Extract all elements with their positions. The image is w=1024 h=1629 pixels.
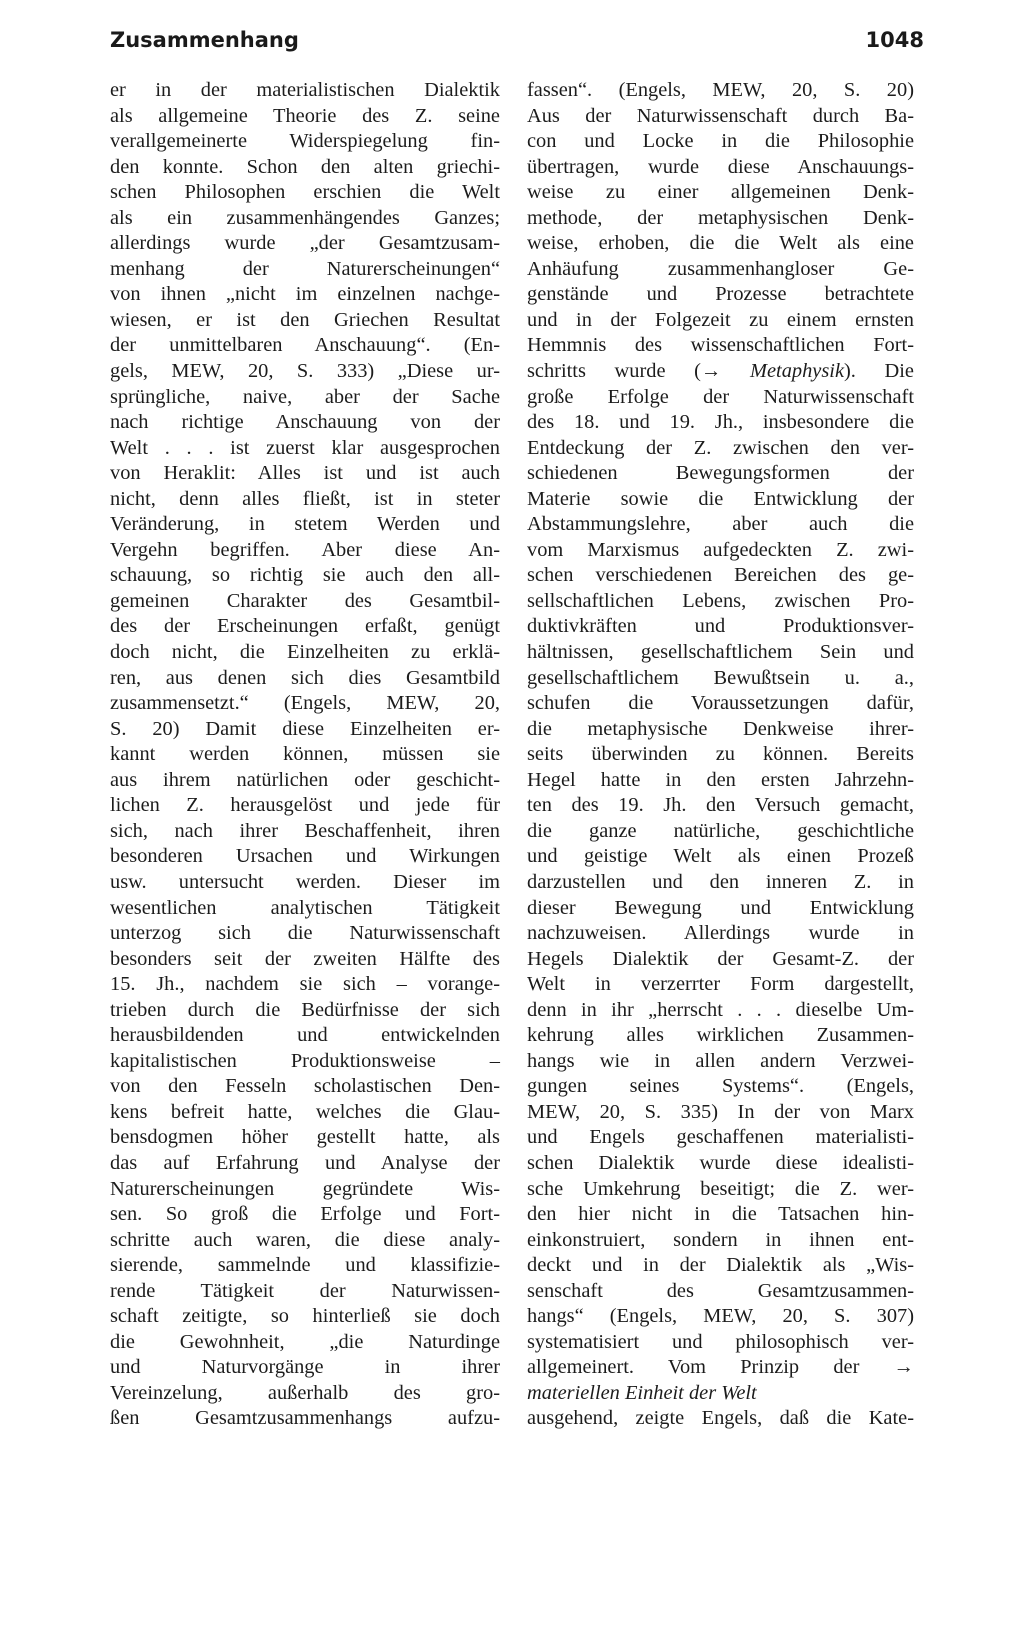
text-line: ausgehend, zeigte Engels, daß die Kate- — [527, 1407, 914, 1430]
text-line: lichen Z. herausgelöst und jede für — [110, 794, 500, 817]
text-line: und geistige Welt als einen Prozeß — [527, 845, 914, 868]
text-column-right — [527, 78, 914, 1432]
text-line: gels, MEW, 20, S. 333) „Diese ur- — [110, 360, 500, 383]
text-line: Hemmnis des wissenschaftlichen Fort- — [527, 334, 914, 357]
text-line: nach richtige Anschauung von der — [110, 411, 500, 434]
text-line: große Erfolge der Naturwissenschaft — [527, 385, 914, 408]
text-line: systematisiert und philosophisch ver- — [527, 1330, 914, 1353]
text-column-left — [110, 78, 500, 1432]
cross-reference-materielle-einheit[interactable]: materiellen Einheit der Welt — [527, 1381, 757, 1404]
text-line: wiesen, er ist den Griechen Resultat — [110, 308, 500, 331]
text-line: allerdings wurde „der Gesamtzusam- — [110, 232, 500, 255]
text-line: schritte auch waren, die diese analy- — [110, 1228, 500, 1251]
text-line: Materie sowie die Entwicklung der — [527, 487, 914, 510]
text-line: trieben durch die Bedürfnisse der sich — [110, 998, 500, 1021]
text-line: doch nicht, die Einzelheiten zu erklä- — [110, 641, 500, 664]
text-line: bensdogmen höher gestellt hatte, als — [110, 1126, 500, 1149]
text-line: schen Philosophen erschien die Welt — [110, 181, 500, 204]
text-line-with-reference — [527, 359, 914, 385]
text-line: schauung, so richtig sie auch den all- — [110, 564, 500, 587]
text-line: 15. Jh., nachdem sie sich – vorange- — [110, 973, 500, 996]
cross-reference-metaphysik[interactable]: Metaphysik — [750, 360, 844, 383]
text-line: vom Marxismus aufgedeckten Z. zwi- — [527, 538, 914, 561]
text-line: gungen seines Systems“. (Engels, — [527, 1075, 914, 1098]
text-line: ßen Gesamtzusammenhangs aufzu- — [110, 1407, 500, 1430]
text-line: genstände und Prozesse betrachtete — [527, 283, 914, 306]
text-line: duktivkräften und Produktionsver- — [527, 615, 914, 638]
text-line: die Gewohnheit, „die Naturdinge — [110, 1330, 500, 1353]
text-line: senschaft des Gesamtzusammen- — [527, 1279, 914, 1302]
text-line: Entdeckung der Z. zwischen den ver- — [527, 436, 914, 459]
text-line: kehrung alles wirklichen Zusammen- — [527, 1024, 914, 1047]
text-line: sen. So groß die Erfolge und Fort- — [110, 1203, 500, 1226]
text-line: nicht, denn alles fließt, ist in steter — [110, 487, 500, 510]
text-line: Welt in verzerrter Form dargestellt, — [527, 973, 914, 996]
text-line: usw. untersucht werden. Dieser im — [110, 870, 500, 893]
text-line: die metaphysische Denkweise ihrer- — [527, 717, 914, 740]
text-line: kens befreit hatte, welches die Glau- — [110, 1100, 500, 1123]
text-line: Naturerscheinungen gegründete Wis- — [110, 1177, 500, 1200]
running-header — [110, 28, 924, 60]
text-line: schaft zeitigte, so hinterließ sie doch — [110, 1305, 500, 1328]
text-line: Hegel hatte in den ersten Jahrzehn- — [527, 768, 914, 791]
text-line: als ein zusammenhängendes Ganzes; — [110, 206, 500, 229]
text-line: von ihnen „nicht im einzelnen nachge- — [110, 283, 500, 306]
text-line: Anhäufung zusammenhangloser Ge- — [527, 257, 914, 280]
text-line: gesellschaftlichem Bewußtsein u. a., — [527, 666, 914, 689]
text-line: hangs wie in allen andern Verzwei- — [527, 1049, 914, 1072]
text-line: schufen die Voraussetzungen dafür, — [527, 692, 914, 715]
text-line: ren, aus denen sich dies Gesamtbild — [110, 666, 500, 689]
text-line: Vergehn begriffen. Aber diese An- — [110, 538, 500, 561]
text-line: weise, erhoben, die die Welt als eine — [527, 232, 914, 255]
text-fragment: ). Die — [844, 360, 914, 383]
text-line: schen Dialektik wurde diese idealisti- — [527, 1151, 914, 1174]
arrow-icon: → — [893, 1356, 914, 1379]
text-line: seits überwinden zu können. Bereits — [527, 743, 914, 766]
text-line: übertragen, wurde diese Anschauungs- — [527, 155, 914, 178]
text-line: Veränderung, in stetem Werden und — [110, 513, 500, 536]
text-line: fassen“. (Engels, MEW, 20, S. 20) — [527, 79, 914, 101]
text-line: das auf Erfahrung und Analyse der — [110, 1151, 500, 1174]
text-line: Hegels Dialektik der Gesamt-Z. der — [527, 947, 914, 970]
text-line: kapitalistischen Produktionsweise – — [110, 1049, 500, 1072]
text-line: von den Fesseln scholastischen Den- — [110, 1075, 500, 1098]
text-line: des der Erscheinungen erfaßt, genügt — [110, 615, 500, 638]
text-line: besonders seit der zweiten Hälfte des — [110, 947, 500, 970]
text-line: aus ihrem natürlichen oder geschicht- — [110, 768, 500, 791]
text-line: con und Locke in die Philosophie — [527, 130, 914, 153]
text-line: nachzuweisen. Allerdings wurde in — [527, 922, 914, 945]
text-line: er in der materialistischen Dialektik — [110, 79, 500, 101]
text-line: weise zu einer allgemeinen Denk- — [527, 181, 914, 204]
text-line: zusammensetzt.“ (Engels, MEW, 20, — [110, 692, 500, 715]
text-line: Abstammungslehre, aber auch die — [527, 513, 914, 536]
text-line: wesentlichen analytischen Tätigkeit — [110, 896, 500, 919]
text-line: einkonstruiert, sondern in ihnen ent- — [527, 1228, 914, 1251]
text-line: Welt . . . ist zuerst klar ausgesprochen — [110, 436, 500, 459]
text-line: sich, nach ihrer Beschaffenheit, ihren — [110, 819, 500, 842]
text-line: Aus der Naturwissenschaft durch Ba- — [527, 104, 914, 127]
text-line: unterzog sich die Naturwissenschaft — [110, 922, 500, 945]
text-line-with-reference — [527, 1355, 914, 1381]
text-line: sprüngliche, naive, aber der Sache — [110, 385, 500, 408]
text-line: von Heraklit: Alles ist und ist auch — [110, 462, 500, 485]
text-line: und Naturvorgänge in ihrer — [110, 1356, 500, 1379]
text-line: darzustellen und den inneren Z. in — [527, 870, 914, 893]
text-line: kannt werden können, müssen sie — [110, 743, 500, 766]
text-line: ten des 19. Jh. den Versuch gemacht, — [527, 794, 914, 817]
text-line: hangs“ (Engels, MEW, 20, S. 307) — [527, 1305, 914, 1328]
text-line: menhang der Naturerscheinungen“ — [110, 257, 500, 280]
text-line: den hier nicht in die Tatsachen hin- — [527, 1203, 914, 1226]
text-line: rende Tätigkeit der Naturwissen- — [110, 1279, 500, 1302]
text-line: besonderen Ursachen und Wirkungen — [110, 845, 500, 868]
text-line: und Engels geschaffenen materialisti- — [527, 1126, 914, 1149]
text-line: denn in ihr „herrscht . . . dieselbe Um- — [527, 998, 914, 1021]
text-line: methode, der metaphysischen Denk- — [527, 206, 914, 229]
arrow-icon: → — [700, 360, 722, 383]
text-line: schen verschiedenen Bereichen des ge- — [527, 564, 914, 587]
text-line: und in der Folgezeit zu einem ernsten — [527, 308, 914, 331]
text-line: S. 20) Damit diese Einzelheiten er- — [110, 717, 500, 740]
text-line: sche Umkehrung beseitigt; die Z. wer- — [527, 1177, 914, 1200]
text-line: der unmittelbaren Anschauung“. (En- — [110, 334, 500, 357]
text-line: MEW, 20, S. 335) In der von Marx — [527, 1100, 914, 1123]
text-line: sellschaftlichen Lebens, zwischen Pro- — [527, 589, 914, 612]
text-fragment: schritts wurde ( — [527, 360, 701, 383]
text-line: dieser Bewegung und Entwicklung — [527, 896, 914, 919]
text-line: herausbildenden und entwickelnden — [110, 1024, 500, 1047]
text-line: hältnissen, gesellschaftlichem Sein und — [527, 641, 914, 664]
text-line: sierende, sammelnde und klassifizie- — [110, 1254, 500, 1277]
text-line: die ganze natürliche, geschichtliche — [527, 819, 914, 842]
text-line: gemeinen Charakter des Gesamtbil- — [110, 589, 500, 612]
text-line: als allgemeine Theorie des Z. seine — [110, 104, 500, 127]
text-line: schiedenen Bewegungsformen der — [527, 462, 914, 485]
text-line: des 18. und 19. Jh., insbesondere die — [527, 411, 914, 434]
running-title: Zusammenhang — [110, 28, 299, 52]
text-line-reference — [527, 1381, 914, 1407]
text-line: verallgemeinerte Widerspiegelung fin- — [110, 130, 500, 153]
page-number: 1048 — [865, 28, 924, 52]
text-line: deckt und in der Dialektik als „Wis- — [527, 1254, 914, 1277]
text-fragment: allgemeinert. Vom Prinzip der — [527, 1356, 860, 1379]
text-line: Vereinzelung, außerhalb des gro- — [110, 1381, 500, 1404]
text-line: den konnte. Schon den alten griechi- — [110, 155, 500, 178]
